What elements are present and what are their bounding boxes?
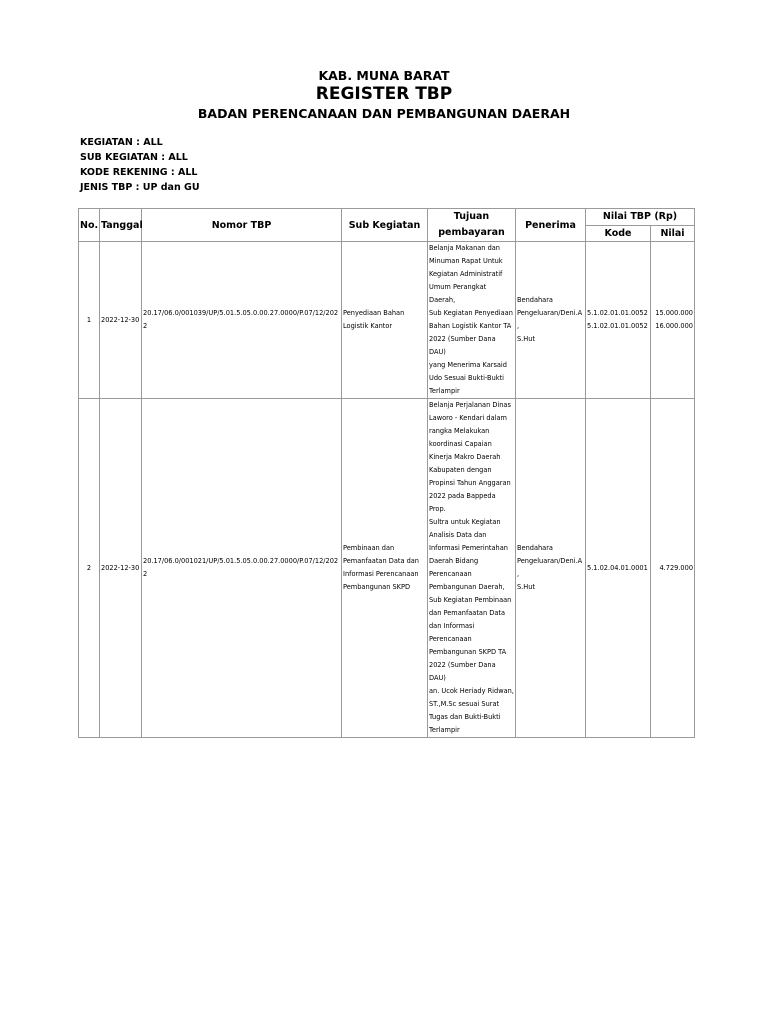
col-header-nilai: Nilai: [651, 225, 695, 242]
cell-nilai: 15.000.000 16.000.000: [651, 242, 695, 399]
table-header-row: [79, 209, 695, 226]
cell-tujuan-text: Belanja Makanan dan Minuman Rapat Untuk Kegiatan Administratif Umum Perangkat Daerah, Sub Kegiatan Penyediaan Bahan Logistik Kantor TA 2022 (Sumber Dana DAU) yang Menerima Karsaid Udo Sesuai Bukti-Bukti Terlampir: [429, 244, 513, 395]
col-header-no: No.: [79, 209, 100, 242]
cell-nomor-tbp: 20.17/06.0/001039/UP/5.01.5.05.0.00.27.0000/P.07/12/2022: [142, 242, 342, 399]
regency-title: KAB. MUNA BARAT: [318, 68, 450, 83]
cell-penerima: Bendahara Pengeluaran/Deni.A, S.Hut: [516, 242, 586, 399]
filter-kode-rekening: KODE REKENING : ALL: [80, 167, 198, 178]
filter-jenis-tbp: JENIS TBP : UP dan GU: [80, 182, 200, 193]
cell-kode: 5.1.02.01.01.0052 5.1.02.01.01.0052: [586, 242, 651, 399]
col-header-kode: Kode: [586, 225, 651, 242]
col-header-nilai-group: Nilai TBP (Rp): [586, 209, 695, 226]
cell-tujuan-text: Belanja Perjalanan Dinas Laworo - Kendari dalam rangka Melakukan koordinasi Capaian Kinerja Makro Daerah Kabupaten dengan Propinsi Tahun Anggaran 2022 pada Bappeda Prop. Sultra untuk Kegiatan Analisis Data dan Informasi Pemerintahan Daerah Bidang Perencanaan Pembangunan Daerah, Sub Kegiatan Pembinaan dan Pemanfaatan Data dan Informasi Perencanaan Pembangunan SKPD TA 2022 (Sumber Dana DAU) an. Ucok Heriady Ridwan, ST.,M.Sc sesuai Surat Tugas dan Bukti-Bukti Terlampir: [429, 401, 514, 734]
cell-nilai: 4.729.000: [651, 399, 695, 738]
cell-tujuan: [428, 242, 516, 399]
col-header-tujuan: Tujuan pembayaran: [428, 209, 516, 242]
col-header-sub-kegiatan: Sub Kegiatan: [342, 209, 428, 242]
col-header-nomor-tbp: Nomor TBP: [142, 209, 342, 242]
cell-tanggal: 2022-12-30: [100, 242, 142, 399]
col-header-tanggal: Tanggal: [100, 209, 142, 242]
cell-no: 2: [79, 399, 100, 738]
register-table: [78, 208, 695, 738]
cell-no: 1: [79, 242, 100, 399]
agency-title: BADAN PERENCANAAN DAN PEMBANGUNAN DAERAH: [197, 106, 571, 121]
report-title: REGISTER TBP: [315, 84, 453, 104]
cell-penerima: Bendahara Pengeluaran/Deni.A, S.Hut: [516, 399, 586, 738]
cell-kode: 5.1.02.04.01.0001: [586, 399, 651, 738]
cell-tujuan: [428, 399, 516, 738]
table-row: [79, 399, 695, 738]
filter-kegiatan: KEGIATAN : ALL: [80, 137, 163, 148]
cell-tanggal: 2022-12-30: [100, 399, 142, 738]
cell-sub-kegiatan: Penyediaan Bahan Logistik Kantor: [342, 242, 428, 399]
cell-nomor-tbp: 20.17/06.0/001021/UP/5.01.5.05.0.00.27.0000/P.07/12/2022: [142, 399, 342, 738]
filter-sub-kegiatan: SUB KEGIATAN : ALL: [80, 152, 188, 163]
col-header-penerima: Penerima: [516, 209, 586, 242]
table-row: [79, 242, 695, 399]
cell-sub-kegiatan: Pembinaan dan Pemanfaatan Data dan Informasi Perencanaan Pembangunan SKPD: [342, 399, 428, 738]
